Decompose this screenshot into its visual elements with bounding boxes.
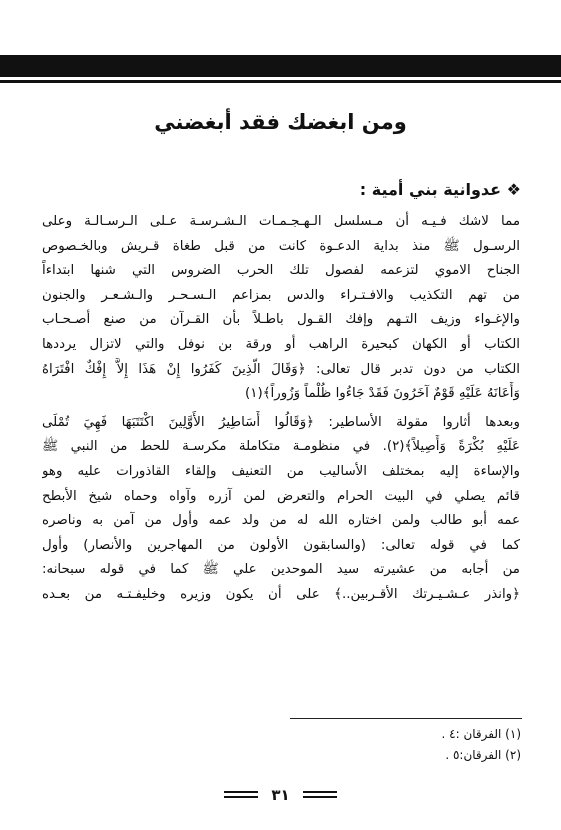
chapter-title: ومن ابغضك فقد أبغضني (154, 110, 407, 134)
footnote-divider (290, 718, 522, 719)
header-band (0, 55, 561, 77)
footer-ornament-left (224, 791, 258, 798)
body-line: كما في قوله تعالى: (والسابقون الأولون من المهاجرين والأنصار) وأول (42, 537, 520, 553)
body-line: مما لاشك فـيـه أن مـسلسل الـهـجـمـات الـشـرسـة عـلى الـرسـالـة وعلى (42, 214, 520, 229)
footnote: (٢) الفرقان:٥ . (445, 748, 521, 762)
page-number: ٣١ (271, 785, 290, 804)
body-line: الكتاب أو الكهان كبحيرة الراهب أو ورقة بن نوفل والتي لاتزال يرددها (42, 336, 520, 352)
body-text (42, 210, 520, 608)
body-line: ﴿وانذر عـشـيـرتك الأقـربين..﴾ على أن يكون وزيره وخليفـتـه من بعـده (42, 586, 520, 602)
footer-ornament-right (303, 791, 337, 798)
body-line: وَأَعَانَهُ عَلَيْهِ قَوْمٌ آخَرُونَ فَقَدْ جَاءُوا ظُلْماً وَزُوراً﴾(١) (245, 386, 520, 402)
body-line: الكتاب من دون تدبر قال تعالى: ﴿وَقَالَ الَّذِينَ كَفَرُوا إِنْ هَذَا إِلاَّ إِفْكٌ افْتَرَاهُ (42, 361, 520, 377)
header-rule (0, 80, 561, 83)
footnotes (442, 724, 521, 766)
body-line: قائم يصلي في البيت الحرام والتعرض لمن آزره وآواه وحماه شيخ الأبطح (42, 488, 520, 504)
body-line: والإساءة إليه بمختلف الأساليب من التعنيف وإلقاء القاذورات عليه وهو (42, 463, 520, 479)
body-line: الرسـول ﷺ منذ بداية الدعـوة كانت من قبل طغاة قـريش وبالخـصوص (42, 238, 520, 254)
body-line: والإغـواء وزيف التـهم وإفك القـول باطـلاً بأن القـرآن من صنع أصـحـاب (42, 312, 520, 328)
body-line: من تهم التكذيب والافـتـراء والدس بمزاعم الـسـحـر والـشـعـر والجنون (42, 287, 520, 303)
page-footer (0, 784, 561, 806)
body-line: عَلَيْهِ بُكْرَةً وَأَصِيلاً﴾(٢). في منظومـة متكاملة مكرسـة للحط من النبي ﷺ (42, 439, 520, 455)
body-line: الجناح الاموي لتزعمه لفصول تلك الحرب الضروس التي شنها ابتداءاً (42, 263, 520, 279)
section-heading: ❖ عدوانية بني أمية : (359, 180, 521, 199)
body-line: عمه أبو طالب ولمن اختاره الله له من ولد عمه وأول من آمن به وناصره (42, 513, 520, 529)
body-line: وبعدها أثاروا مقولة الأساطير: ﴿وَقَالُوا أَسَاطِيرُ الأَوَّلِينَ اكْتَتَبَهَا فَهِيَ تُمْلَى (42, 414, 520, 430)
body-line: من أجابه من عشيرته سيد الموحدين علي ﷺ كما في قوله سبحانه: (42, 562, 520, 578)
footnote: (١) الفرقان :٤ . (441, 727, 521, 741)
